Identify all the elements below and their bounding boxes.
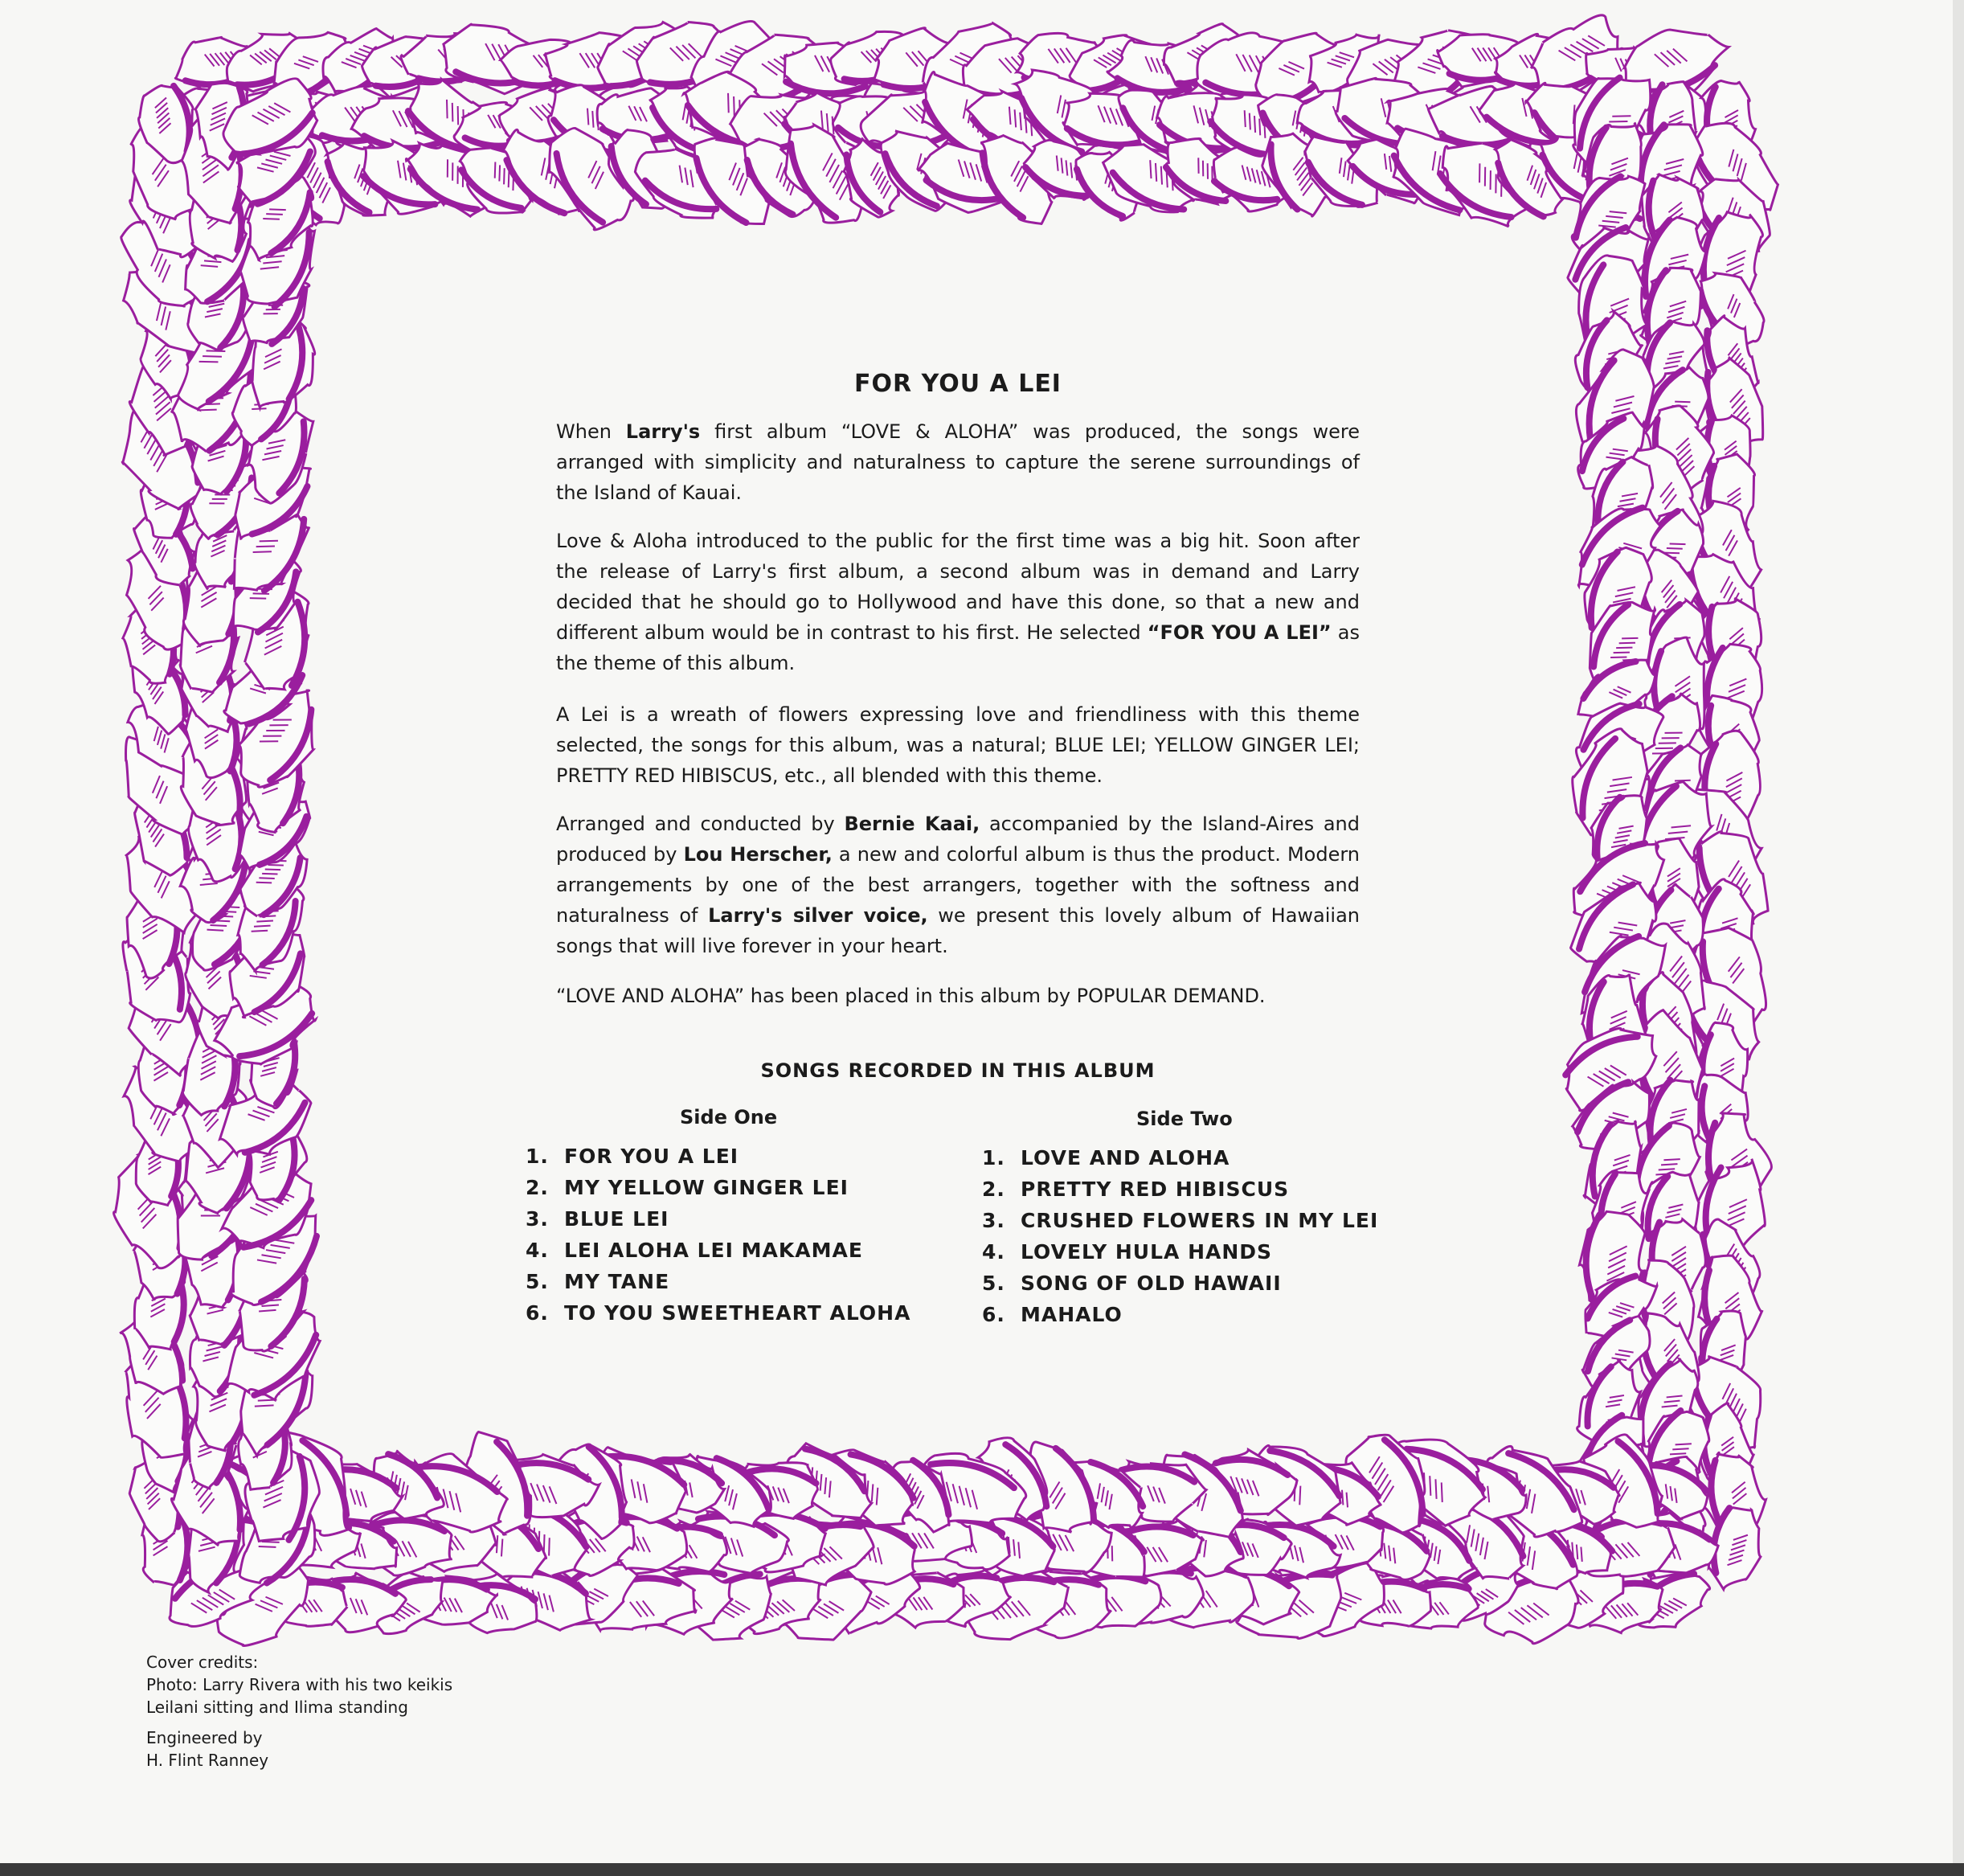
engineer-name: H. Flint Ranney [146,1751,269,1770]
paragraph-popular-demand: “LOVE AND ALOHA” has been placed in this album by POPULAR DEMAND. [556,985,1266,1007]
track-item: 5. SONG OF OLD HAWAII [982,1272,1282,1295]
side-one-heading: Side One [680,1106,778,1128]
paragraph-second-album: Love & Aloha introduced to the public for the first time was a big hit. Soon after the release of Larry's first album, a second album was in demand and Larry decided that he should go to Hollywood and have this done, so that a new and different album would be in contrast to his first. He selected “FOR YOU A LEI” as the theme of this album. [556,530,1360,674]
cover-credits [146,1651,452,1718]
engineered-by-label: Engineered by [146,1728,263,1747]
engineer-credits [146,1726,268,1772]
page-title: FOR YOU A LEI [854,370,1062,398]
track-item: 4. LOVELY HULA HANDS [982,1240,1273,1264]
track-item: 1. LOVE AND ALOHA [982,1146,1230,1169]
cover-credits-label: Cover credits: [146,1653,259,1672]
track-item: 2. PRETTY RED HIBISCUS [982,1178,1290,1201]
track-item: 2. MY YELLOW GINGER LEI [526,1176,849,1199]
track-item: 3. CRUSHED FLOWERS IN MY LEI [982,1209,1379,1232]
side-one-track-list [526,1145,910,1333]
paragraph-arrangement: Arranged and conducted by Bernie Kaai, accompanied by the Island-Aires and produced by Lou Herscher, a new and colorful album is thus the product. Modern arrangements by one of the best arrangers, together with the softness and naturalness of Larry's silver voice, we present this lovely album of Hawaiian songs that will live forever in your heart. [556,813,1360,957]
track-item: 3. BLUE LEI [526,1207,669,1231]
track-item: 6. MAHALO [982,1303,1123,1326]
scan-edge-right [1953,0,1964,1876]
track-item: 4. LEI ALOHA LEI MAKAMAE [526,1239,863,1262]
side-two-track-list [982,1146,1378,1334]
track-item: 5. MY TANE [526,1270,670,1293]
track-item: 1. FOR YOU A LEI [526,1145,739,1168]
track-item: 6. TO YOU SWEETHEART ALOHA [526,1301,911,1325]
scan-edge-bottom [0,1863,1964,1876]
photo-credit-line: Leilani sitting and Ilima standing [146,1698,408,1717]
photo-credit-line: Photo: Larry Rivera with his two keikis [146,1675,453,1694]
paragraph-first-album: When Larry's first album “LOVE & ALOHA” was produced, the songs were arranged with simplicity and naturalness to capture the serene surroundings of the Island of Kauai. [556,420,1360,504]
side-two-heading: Side Two [1136,1108,1233,1130]
songs-heading: SONGS RECORDED IN THIS ALBUM [760,1059,1156,1082]
paragraph-lei-theme: A Lei is a wreath of flowers expressing love and friendliness with this theme selected, the songs for this album, was a natural; BLUE LEI; YELLOW GINGER LEI; PRETTY RED HIBISCUS, etc., all blended with this theme. [556,703,1360,787]
